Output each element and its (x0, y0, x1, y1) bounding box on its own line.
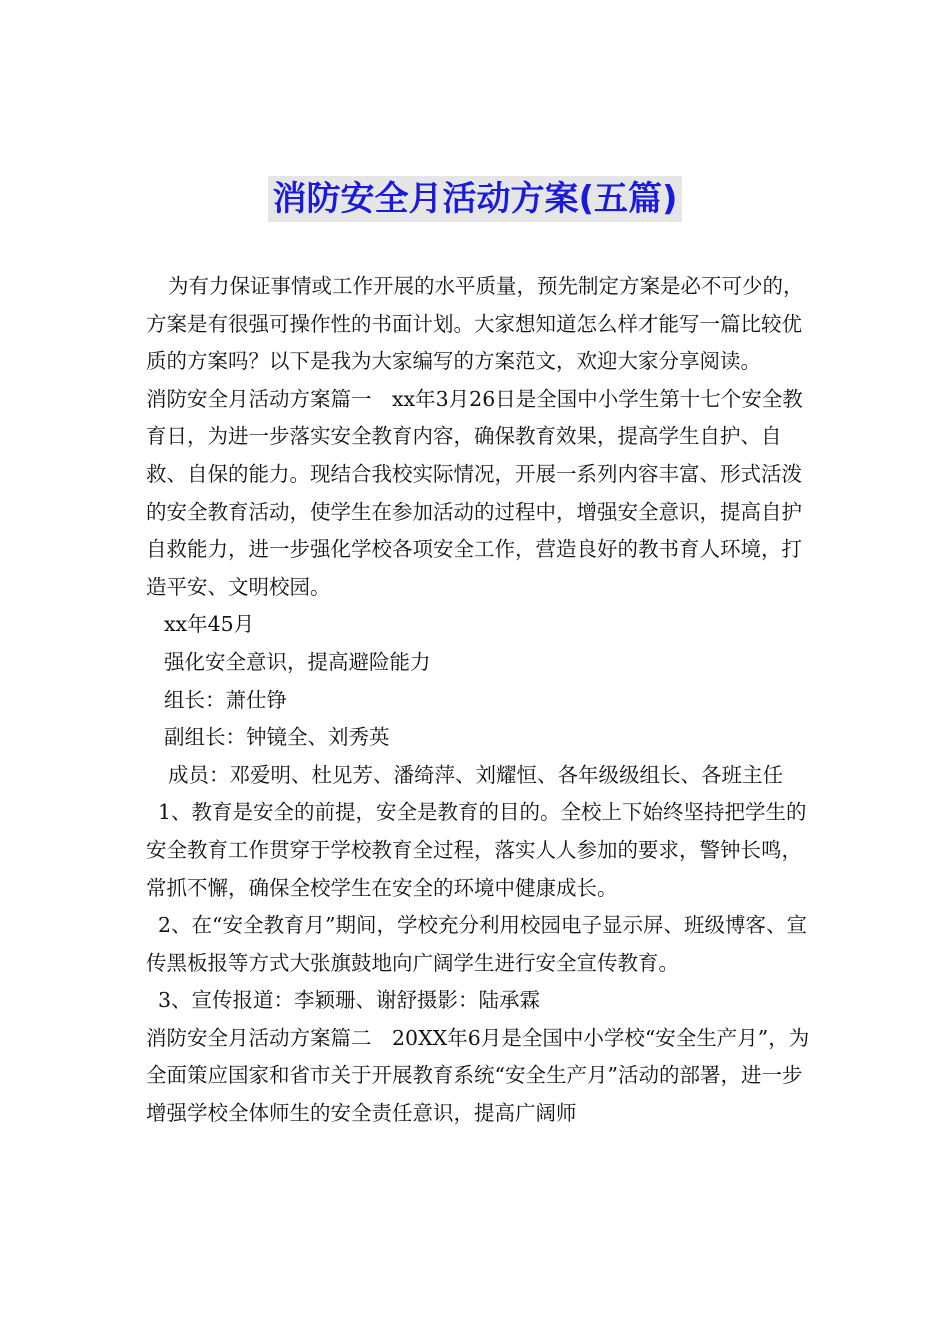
deputy-leader: 副组长：钟镜全、刘秀英 (164, 725, 390, 750)
intro-paragraph: 为有力保证事情或工作开展的水平质量，预先制定方案是必不可少的，方案是有很强可操作性的书面计划。大家想知道怎么样才能写一篇比较优质的方案吗？以下是我为大家编写的方案范文，欢迎大家分享阅读。 (146, 274, 804, 374)
activity-theme: 强化安全意识，提高避险能力 (164, 649, 431, 674)
document-title: 消防安全月活动方案(五篇) (268, 176, 681, 222)
group-members: 成员：邓爱明、杜见芳、潘绮萍、刘耀恒、各年级级组长、各班主任 (168, 762, 783, 787)
plan-two-paragraph: 消防安全月活动方案篇二 20XX年6月是全国中小学校“安全生产月”，为全面策应国家和省市关于开展教育系统“安全生产月”活动的部署，进一步增强学校全体师生的安全责任意识，提高广阔师 (146, 1025, 810, 1126)
group-leader: 组长：萧仕铮 (164, 687, 287, 712)
list-item-3: 3、宣传报道：李颖珊、谢舒摄影：陆承霖 (158, 988, 541, 1013)
document-body (146, 268, 814, 1133)
plan-one-paragraph: 消防安全月活动方案篇一 xx年3月26日是全国中小学生第十七个安全教育日，为进一步落实安全教育内容，确保教育效果，提高学生自护、自救、自保的能力。现结合我校实际情况，开展一系列内容丰富、形式活泼的安全教育活动，使学生在参加活动的过程中，增强安全意识，提高自护自救能力，进一步强化学校各项安全工作，营造良好的教书育人环境，打造平安、文明校园。 (146, 386, 803, 599)
list-item-2: 2、在“安全教育月”期间，学校充分利用校园电子显示屏、班级博客、宣传黑板报等方式大张旗鼓地向广阔学生进行安全宣传教育。 (146, 913, 808, 975)
title-container (0, 176, 950, 222)
activity-time: xx年45月 (164, 612, 255, 637)
list-item-1: 1、教育是安全的前提，安全是教育的目的。全校上下始终坚持把学生的安全教育工作贯穿于学校教育全过程，落实人人参加的要求，警钟长鸣，常抓不懈，确保全校学生在安全的环境中健康成长。 (146, 800, 807, 900)
